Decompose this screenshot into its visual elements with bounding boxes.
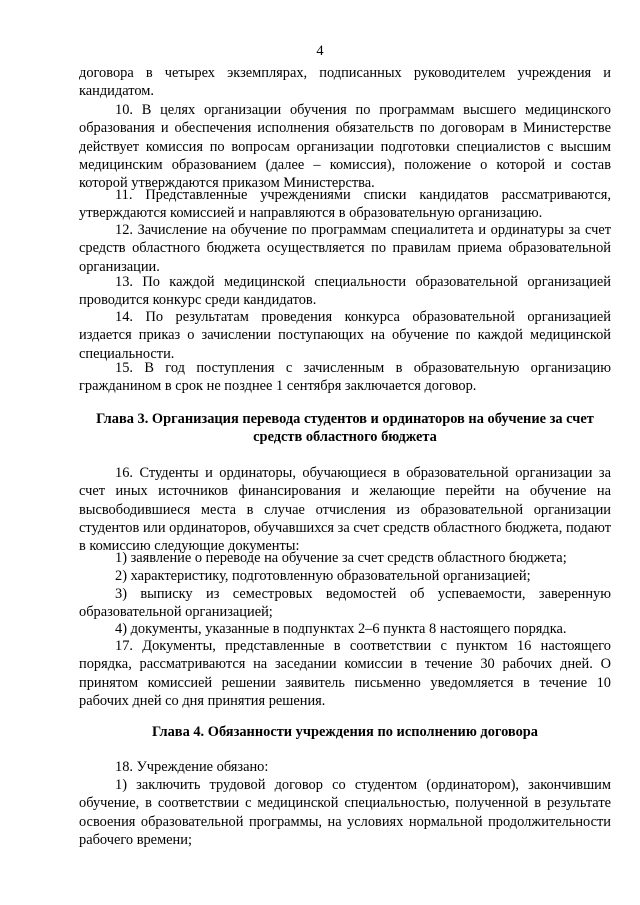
paragraph: 16. Студенты и ординаторы, обучающиеся в образовательной организации за счет иных источников финансирования и желающие перейти на обучение на высвободившиеся места в случае отчисления из образовательной организации студентов или ординаторов, обучавшихся за счет средств областного бюджета, подают в комиссию следующие документы: <box>79 465 611 555</box>
paragraph: 13. По каждой медицинской специальности образовательной организацией проводится конкурс среди кандидатов. <box>79 274 611 309</box>
block <box>79 585 611 622</box>
block <box>79 776 611 849</box>
paragraph: 1) заявление о переводе на обучение за счет средств областного бюджета; <box>115 550 567 566</box>
chapter-heading: Глава 3. Организация перевода студентов и ординаторов на обучение за счет средств областного бюджета <box>96 411 594 446</box>
block <box>79 186 611 223</box>
block <box>79 101 611 192</box>
block <box>79 308 611 363</box>
block <box>79 64 611 101</box>
paragraph: 2) характеристику, подготовленную образовательной организацией; <box>115 568 531 584</box>
paragraph: договора в четырех экземплярах, подписанных руководителем учреждения и кандидатом. <box>79 65 611 100</box>
block <box>79 273 611 310</box>
paragraph: 10. В целях организации обучения по программам высшего медицинского образования и обеспечения исполнения обязательств по договорам в Министерстве действует комиссия по вопросам организации подготовки специалистов с высшим медицинским образованием (далее – комиссия), положение о которой и состав которой утверждаются приказом Министерства. <box>79 102 611 192</box>
block <box>79 723 611 741</box>
paragraph: 3) выписку из семестровых ведомостей об успеваемости, заверенную образовательной организацией; <box>79 586 611 621</box>
paragraph: 17. Документы, представленные в соответствии с пунктом 16 настоящего порядка, рассматриваются на заседании комиссии в течение 30 рабочих дней. О принятом комиссией решении заявитель письменно уведомляется в течение 10 рабочих дней со дня принятия решения. <box>79 638 611 709</box>
block <box>79 410 611 447</box>
paragraph: 1) заключить трудовой договор со студентом (ординатором), закончившим обучение, в соответствии с медицинской специальностью, полученной в результате освоения образовательной программы, на условиях нормальной продолжительности рабочего времени; <box>79 777 611 848</box>
paragraph: 14. По результатам проведения конкурса образовательной организацией издается приказ о зачислении поступающих на обучение по каждой медицинской специальности. <box>79 309 611 362</box>
block <box>79 620 611 638</box>
page-number: 4 <box>316 43 324 59</box>
paragraph: 12. Зачисление на обучение по программам специалитета и ординатуры за счет средств областного бюджета осуществляется по правилам приема образовательной организации. <box>79 222 611 275</box>
block <box>79 221 611 276</box>
paragraph: 15. В год поступления с зачисленным в образовательную организацию гражданином в срок не позднее 1 сентября заключается договор. <box>79 360 611 395</box>
paragraph: 18. Учреждение обязано: <box>115 759 269 775</box>
block <box>79 359 611 396</box>
paragraph: 4) документы, указанные в подпунктах 2–6 пункта 8 настоящего порядка. <box>115 621 567 637</box>
chapter-heading: Глава 4. Обязанности учреждения по исполнению договора <box>152 724 538 740</box>
block <box>79 464 611 555</box>
block <box>79 567 611 585</box>
paragraph: 11. Представленные учреждениями списки кандидатов рассматриваются, утверждаются комиссией и направляются в образовательную организацию. <box>79 187 611 222</box>
block <box>79 758 611 776</box>
block <box>79 549 611 567</box>
block <box>79 637 611 710</box>
